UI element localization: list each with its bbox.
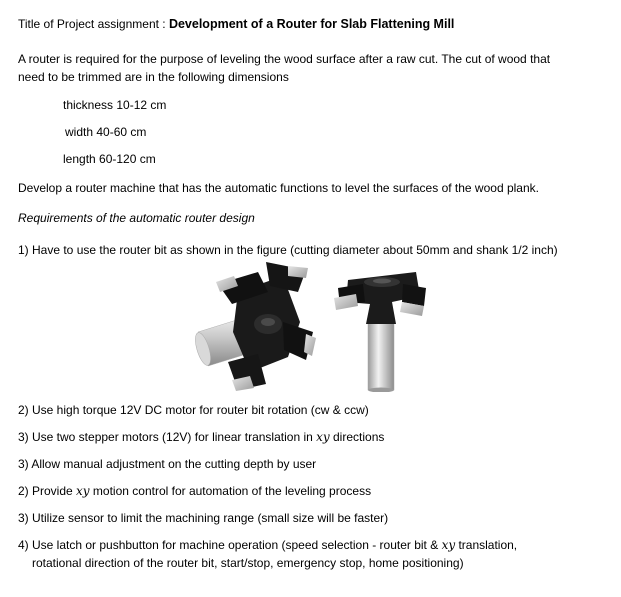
dimension-length: length 60-120 cm: [63, 152, 156, 166]
title-line: [18, 17, 454, 32]
requirement-5-var: xy: [76, 484, 90, 498]
requirement-7-line-1: [18, 538, 517, 553]
requirement-7-text-end: translation,: [455, 538, 518, 552]
requirement-3-text-start: 3) Use two stepper motors (12V) for linear translation in: [18, 430, 317, 444]
requirement-7-var: xy: [441, 538, 456, 552]
requirement-6: 3) Utilize sensor to limit the machining range (small size will be faster): [18, 511, 389, 525]
requirement-4: 3) Allow manual adjustment on the cutting depth by user: [18, 457, 317, 471]
router-bit-figure: [188, 262, 428, 392]
requirement-5-text-start: 2) Provide: [18, 484, 77, 498]
requirement-3-text-end: directions: [329, 430, 385, 444]
develop-statement: Develop a router machine that has the automatic functions to level the surfaces of the wood plank.: [18, 181, 539, 195]
intro-line-2: need to be trimmed are in the following dimensions: [18, 70, 289, 84]
requirement-7-line-2: rotational direction of the router bit, start/stop, emergency stop, home positioning): [32, 556, 464, 570]
requirement-5: [18, 484, 371, 499]
requirements-heading: Requirements of the automatic router design: [18, 211, 255, 225]
router-bit-right-icon: [334, 272, 426, 392]
router-bit-left-icon: [192, 262, 316, 391]
requirement-1: 1) Have to use the router bit as shown in the figure (cutting diameter about 50mm and shank 1/2 inch): [18, 243, 558, 257]
requirement-3: [18, 430, 384, 445]
title-main: Development of a Router for Slab Flattening Mill: [168, 17, 455, 31]
dimension-width: width 40-60 cm: [65, 125, 147, 139]
requirement-3-var: xy: [316, 430, 330, 444]
dimension-thickness: thickness 10-12 cm: [63, 98, 167, 112]
title-prefix: Title of Project assignment :: [18, 17, 169, 31]
intro-line-1: A router is required for the purpose of leveling the wood surface after a raw cut. The cut of wood that: [18, 52, 551, 66]
requirement-7-text-start: 4) Use latch or pushbutton for machine operation (speed selection - router bit &: [18, 538, 442, 552]
requirement-5-text-end: motion control for automation of the leveling process: [89, 484, 372, 498]
requirement-2: 2) Use high torque 12V DC motor for router bit rotation (cw & ccw): [18, 403, 369, 417]
